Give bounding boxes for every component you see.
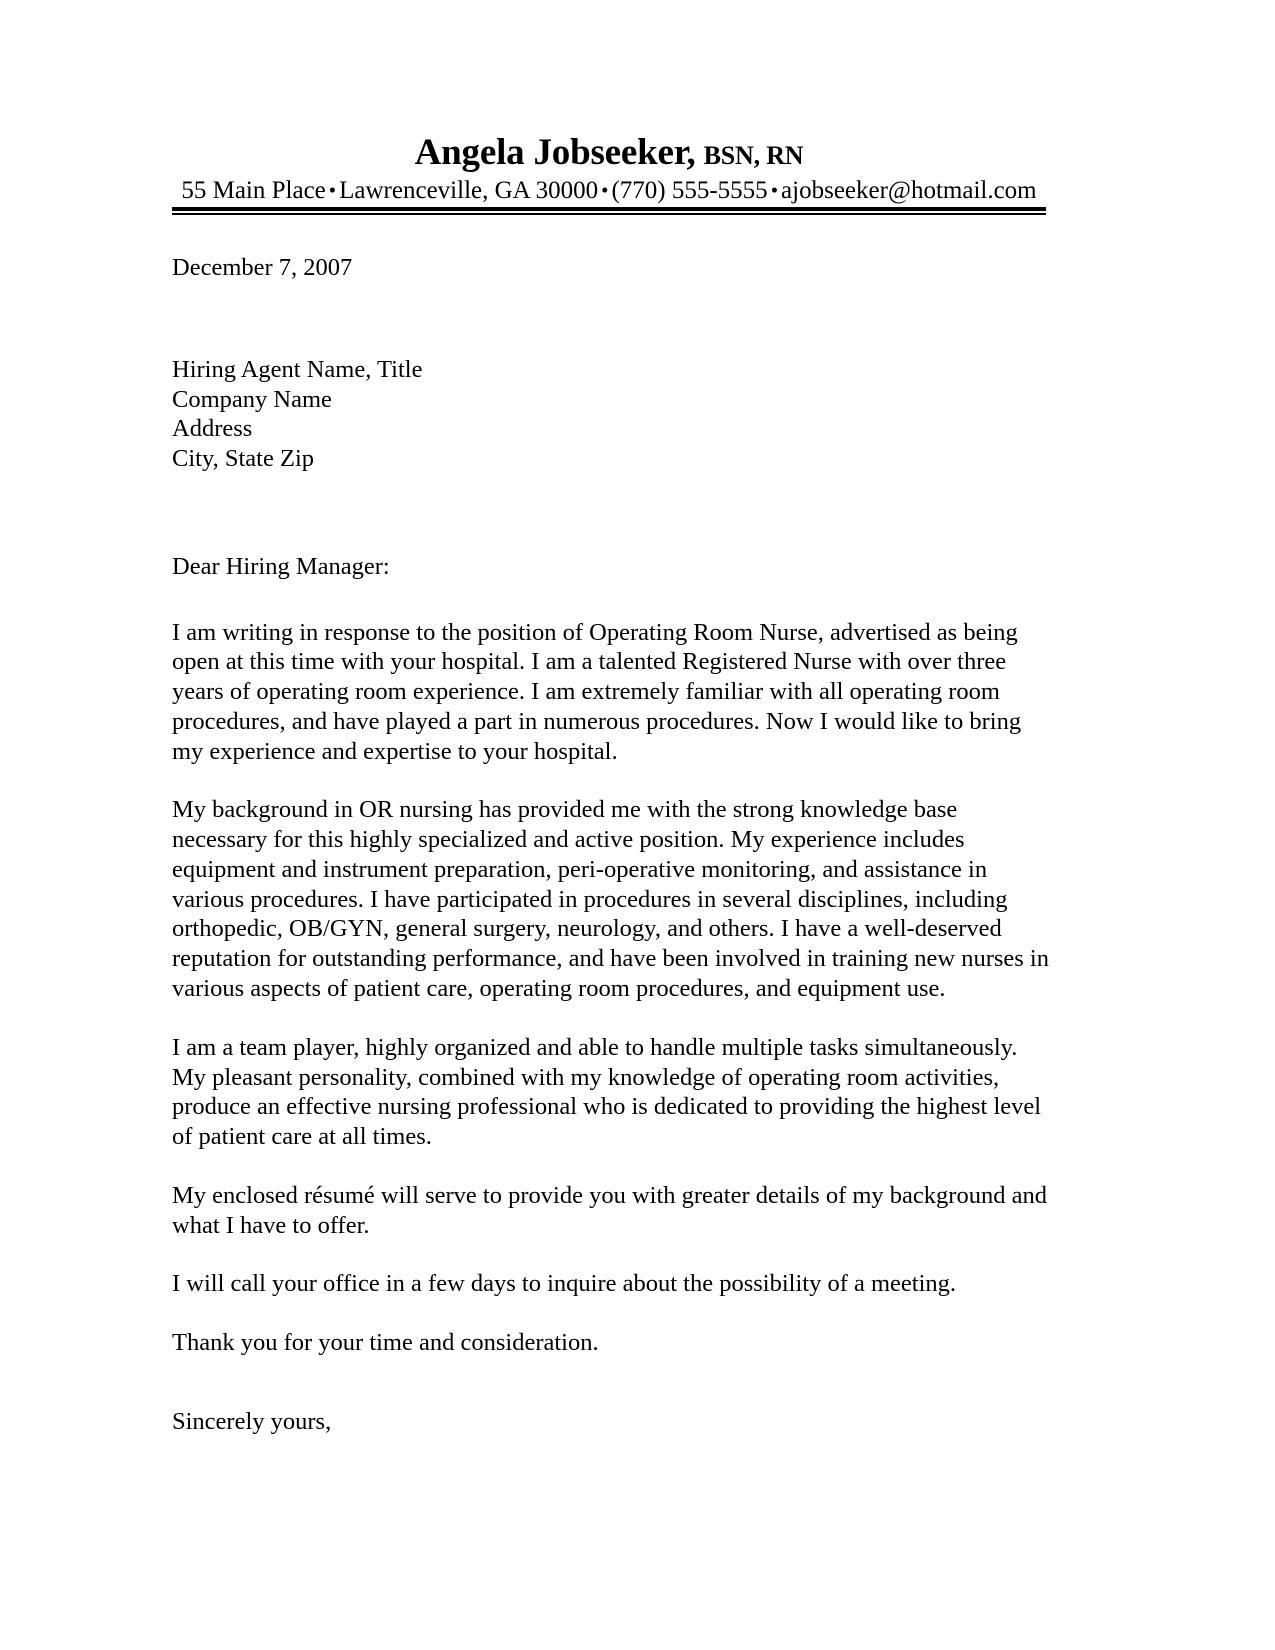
body-paragraph-5: I will call your office in a few days to inquire about the possibility of a meeting. — [172, 1270, 957, 1298]
letter-date: December 7, 2007 — [172, 254, 353, 281]
recipient-city-state-zip: City, State Zip — [172, 445, 314, 473]
divider-thin-line — [172, 213, 1046, 215]
contact-street: 55 Main Place — [181, 177, 326, 205]
recipient-company: Company Name — [172, 385, 332, 413]
body-paragraph-4: My enclosed résumé will serve to provide you with greater details of my background and what I have to offer. — [172, 1181, 1047, 1239]
contact-city-state-zip: Lawrenceville, GA 30000 — [339, 177, 599, 205]
letter-content — [172, 253, 1050, 1437]
body-paragraph-2: My background in OR nursing has provided me with the strong knowledge base necessary for this highly specialized and active position. My experience includes equipment and instrument preparation, peri-operative monitoring, and assistance in various procedures. I have participated in procedures in several disciplines, including orthopedic, OB/GYN, general surgery, neurology, and others. I have a well-deserved reputation for outstanding performance, and have been involved in training new nurses in various aspects of patient care, operating room procedures, and equipment use. — [172, 796, 1049, 1003]
separator-bullet-icon: • — [328, 178, 337, 203]
closing-salutation: Sincerely yours, — [172, 1407, 332, 1435]
letterhead — [172, 132, 1046, 205]
separator-bullet-icon: • — [601, 178, 609, 203]
recipient-name-title: Hiring Agent Name, Title — [172, 355, 423, 383]
applicant-name: Angela Jobseeker, — [414, 132, 696, 173]
inside-address-block — [172, 355, 1050, 474]
letterhead-divider — [172, 207, 1046, 215]
contact-line — [172, 177, 1046, 205]
recipient-address: Address — [172, 415, 253, 443]
body-paragraph-1: I am writing in response to the position of Operating Room Nurse, advertised as being open at this time with your hospital. I am a talented Registered Nurse with over three years of operating room experience. I am extremely familiar with all operating room procedures, and have played a part in numerous procedures. Now I would like to bring my experience and expertise to your hospital. — [172, 618, 1022, 765]
applicant-credentials: BSN, RN — [703, 141, 804, 170]
contact-email: ajobseeker@hotmail.com — [781, 177, 1037, 205]
body-paragraph-6: Thank you for your time and consideration. — [172, 1329, 599, 1357]
separator-bullet-icon: • — [770, 178, 779, 203]
body-paragraph-3: I am a team player, highly organized and able to handle multiple tasks simultaneously. My pleasant personality, combined with my knowledge of operating room activities, produce an effective nursing professional who is dedicated to providing the highest level of patient care at all times. — [172, 1033, 1042, 1151]
contact-phone: (770) 555-5555 — [611, 177, 768, 205]
salutation: Dear Hiring Manager: — [172, 552, 390, 580]
letterhead-name-line — [172, 132, 1046, 173]
